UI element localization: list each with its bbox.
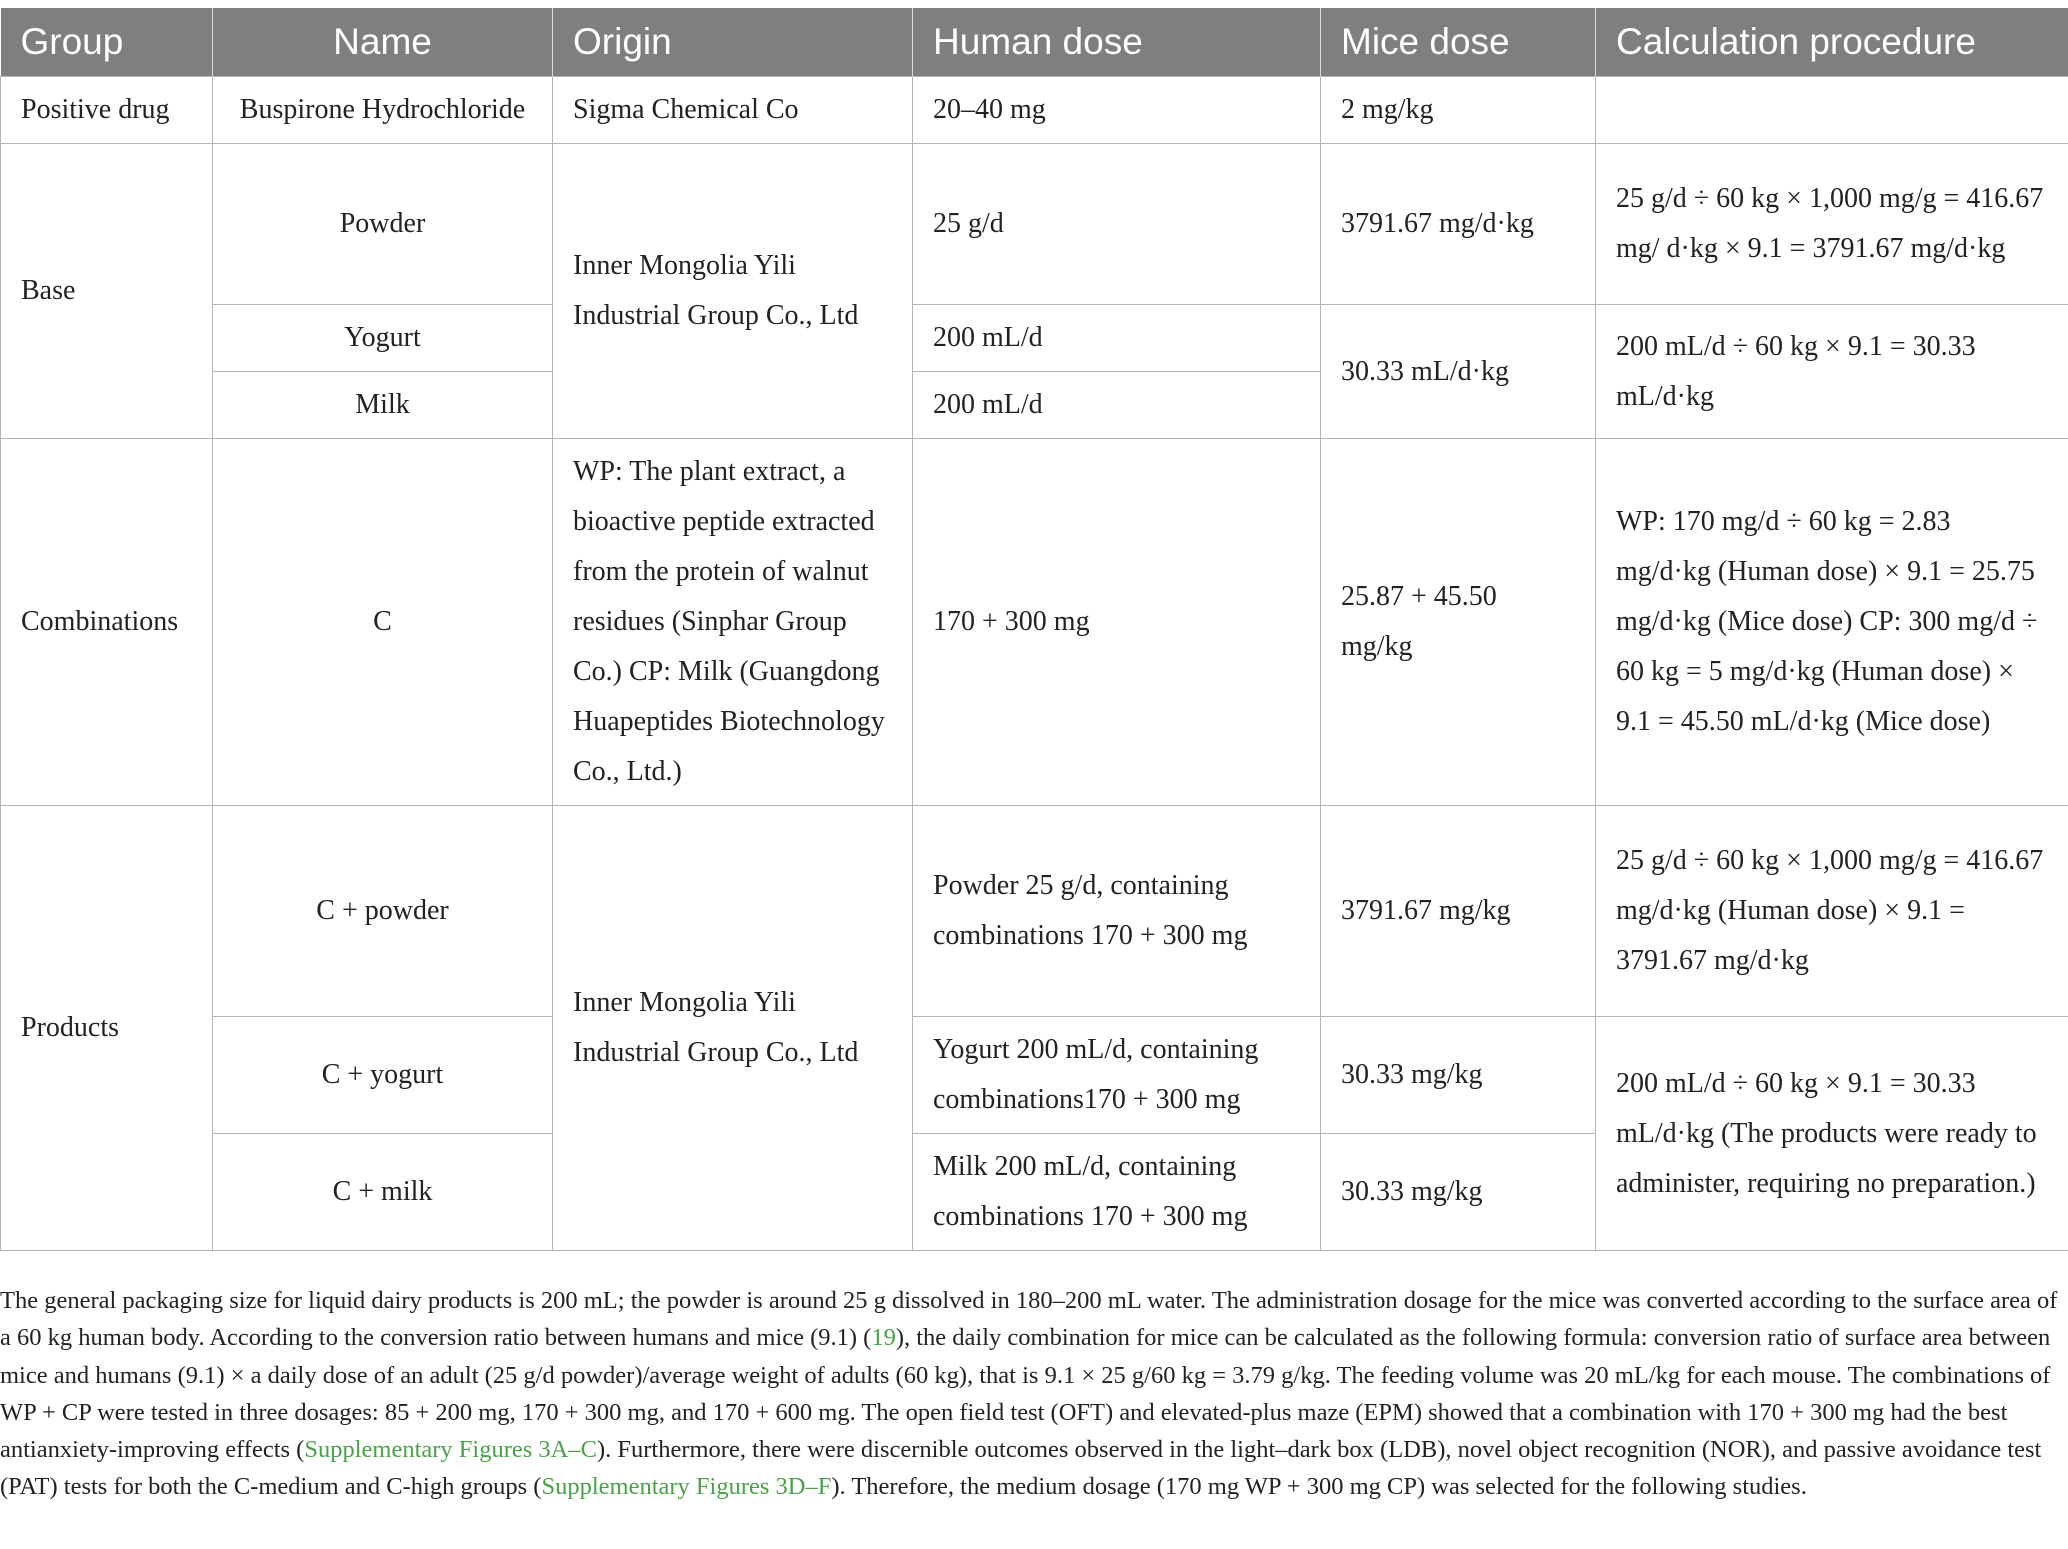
supplementary-figures-3d-f-link[interactable]: Supplementary Figures 3D–F [541, 1473, 832, 1501]
cell-mice-dose-powder: 3791.67 mg/d·kg [1321, 144, 1596, 305]
footnote-text-3: ). Furthermore, there were discernible outcomes observed in the light–dark box (LDB), novel object recognition (NOR), and passive avoidance test (PAT) tests for both the C-medium and C-high groups ( [0, 1436, 2042, 1501]
cell-group-positive: Positive drug [1, 77, 213, 144]
cell-name-c-yogurt: C + yogurt [213, 1017, 553, 1134]
cell-human-dose-c-milk: Milk 200 mL/d, containing combinations 170 + 300 mg [913, 1134, 1321, 1251]
cell-group-combinations: Combinations [1, 439, 213, 806]
header-origin: Origin [553, 8, 913, 77]
cell-name-c-milk: C + milk [213, 1134, 553, 1251]
header-name: Name [213, 8, 553, 77]
cell-human-dose-c-powder: Powder 25 g/d, containing combinations 170 + 300 mg [913, 806, 1321, 1017]
table-row [1, 806, 2068, 1017]
cell-human-dose-milk: 200 mL/d [913, 372, 1321, 439]
cell-origin-combinations: WP: The plant extract, a bioactive peptide extracted from the protein of walnut residues (Sinphar Group Co.) CP: Milk (Guangdong Huapeptides Biotechnology Co., Ltd.) [553, 439, 913, 806]
cell-group-products: Products [1, 806, 213, 1251]
cell-human-dose-positive: 20–40 mg [913, 77, 1321, 144]
cell-calc-c-powder: 25 g/d ÷ 60 kg × 1,000 mg/g = 416.67 mg/d·kg (Human dose) × 9.1 = 3791.67 mg/d·kg [1596, 806, 2068, 1017]
cell-origin-products: Inner Mongolia Yili Industrial Group Co., Ltd [553, 806, 913, 1251]
table-footnote [0, 1282, 2060, 1506]
header-calculation: Calculation procedure [1596, 8, 2068, 77]
cell-mice-dose-c-milk: 30.33 mg/kg [1321, 1134, 1596, 1251]
table-row [1, 305, 2068, 372]
dosage-table [0, 8, 2068, 1251]
footnote-paragraph [0, 1282, 2060, 1506]
dosage-table-container [0, 8, 2068, 1251]
table-row [1, 77, 2068, 144]
cell-mice-dose-liquid: 30.33 mL/d·kg [1321, 305, 1596, 439]
footnote-text-2: ), the daily combination for mice can be calculated as the following formula: conversion ratio of surface area between mice and humans (9.1) × a daily dose of an adult (25 g/d powder)/average weight of adults (60 kg), that is 9.1 × 25 g/60 kg = 3.79 g/kg. The feeding volume was 20 mL/kg for each mouse. The combinations of WP + CP were tested in three dosages: 85 + 200 mg, 170 + 300 mg, and 170 + 600 mg. The open field test (OFT) and elevated-plus maze (EPM) showed that a combination with 170 + 300 mg had the best antianxiety-improving effects ( [0, 1324, 2051, 1464]
table-header-row [1, 8, 2068, 77]
table-row [1, 144, 2068, 305]
cell-human-dose-combinations: 170 + 300 mg [913, 439, 1321, 806]
cell-name-positive: Buspirone Hydrochloride [213, 77, 553, 144]
header-mice-dose: Mice dose [1321, 8, 1596, 77]
reference-link-19[interactable]: 19 [871, 1324, 896, 1352]
table-row [1, 439, 2068, 806]
cell-human-dose-c-yogurt: Yogurt 200 mL/d, containing combinations170 + 300 mg [913, 1017, 1321, 1134]
cell-mice-dose-combinations: 25.87 + 45.50 mg/kg [1321, 439, 1596, 806]
cell-name-c-powder: C + powder [213, 806, 553, 1017]
cell-calc-combinations: WP: 170 mg/d ÷ 60 kg = 2.83 mg/d·kg (Human dose) × 9.1 = 25.75 mg/d·kg (Mice dose) CP: 300 mg/d ÷ 60 kg = 5 mg/d·kg (Human dose) × 9.1 = 45.50 mL/d·kg (Mice dose) [1596, 439, 2068, 806]
cell-name-milk: Milk [213, 372, 553, 439]
cell-group-base: Base [1, 144, 213, 439]
cell-origin-base: Inner Mongolia Yili Industrial Group Co., Ltd [553, 144, 913, 439]
table-row [1, 1017, 2068, 1134]
cell-name-yogurt: Yogurt [213, 305, 553, 372]
footnote-text-1: The general packaging size for liquid dairy products is 200 mL; the powder is around 25 g dissolved in 180–200 mL water. The administration dosage for the mice was converted according to the surface area of a 60 kg human body. According to the conversion ratio between humans and mice (9.1) ( [0, 1287, 2058, 1352]
supplementary-figures-3a-c-link[interactable]: Supplementary Figures 3A–C [304, 1436, 597, 1464]
cell-human-dose-powder: 25 g/d [913, 144, 1321, 305]
cell-name-powder: Powder [213, 144, 553, 305]
cell-calc-products-liquid: 200 mL/d ÷ 60 kg × 9.1 = 30.33 mL/d·kg (The products were ready to administer, requiring no preparation.) [1596, 1017, 2068, 1251]
cell-calc-liquid: 200 mL/d ÷ 60 kg × 9.1 = 30.33 mL/d·kg [1596, 305, 2068, 439]
cell-human-dose-yogurt: 200 mL/d [913, 305, 1321, 372]
footnote-text-4: ). Therefore, the medium dosage (170 mg WP + 300 mg CP) was selected for the following studies. [831, 1473, 1807, 1501]
cell-calc-positive [1596, 77, 2068, 144]
cell-origin-positive: Sigma Chemical Co [553, 77, 913, 144]
cell-mice-dose-c-powder: 3791.67 mg/kg [1321, 806, 1596, 1017]
header-group: Group [1, 8, 213, 77]
cell-calc-powder: 25 g/d ÷ 60 kg × 1,000 mg/g = 416.67 mg/ d·kg × 9.1 = 3791.67 mg/d·kg [1596, 144, 2068, 305]
header-human-dose: Human dose [913, 8, 1321, 77]
cell-mice-dose-c-yogurt: 30.33 mg/kg [1321, 1017, 1596, 1134]
cell-name-c: C [213, 439, 553, 806]
cell-mice-dose-positive: 2 mg/kg [1321, 77, 1596, 144]
